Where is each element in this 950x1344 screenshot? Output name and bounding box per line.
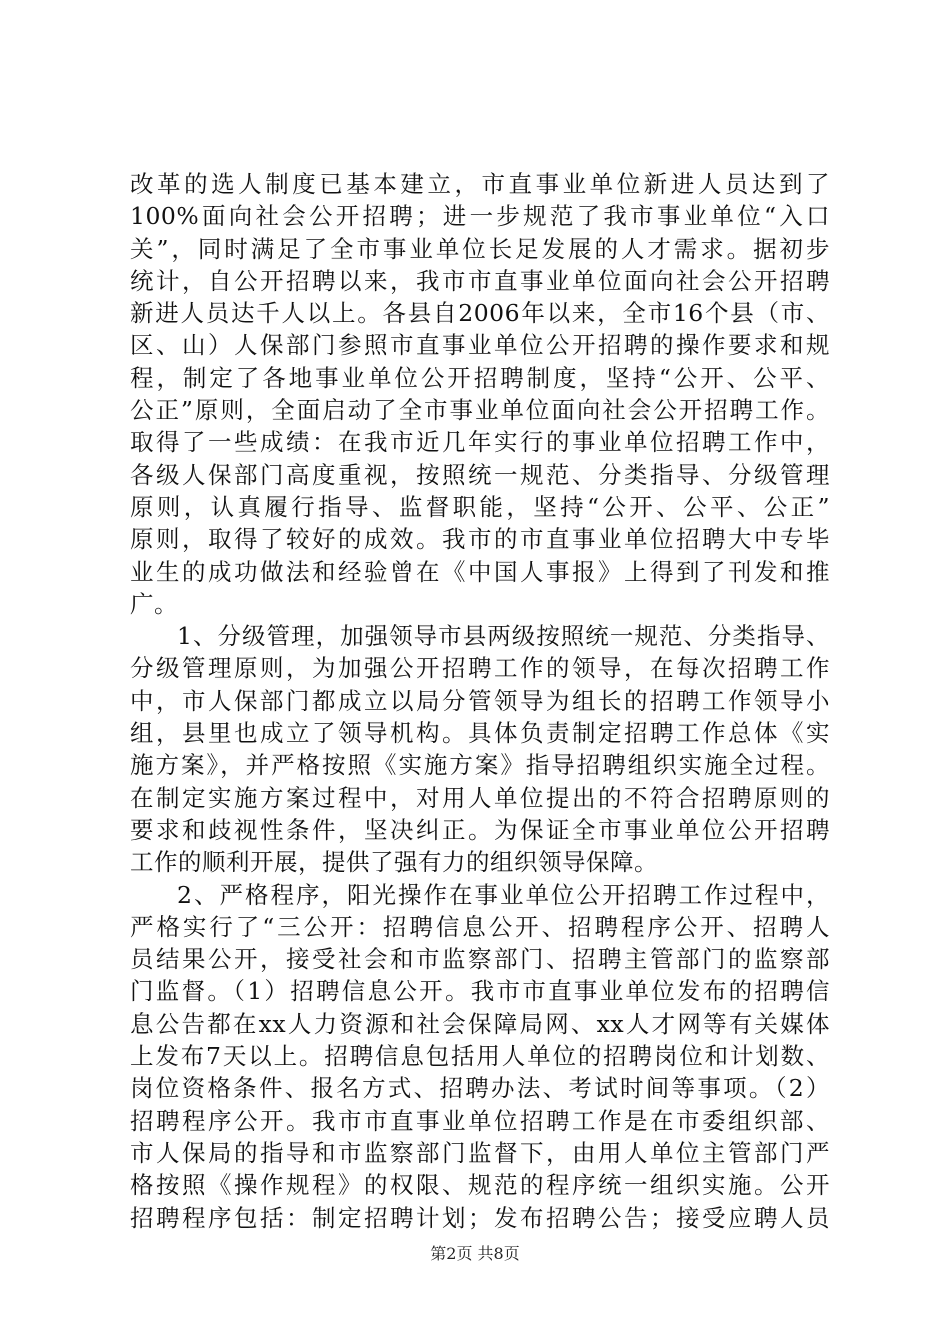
text-line: 员结果公开，接受社会和市监察部门、招聘主管部门的监察部 xyxy=(130,945,830,974)
text-line: 门监督。（1）招聘信息公开。我市市直事业单位发布的招聘信 xyxy=(130,977,830,1006)
text-line: 100%面向社会公开招聘；进一步规范了我市事业单位“入口 xyxy=(130,202,830,231)
text-line: 中，市人保部门都成立以局分管领导为组长的招聘工作领导小 xyxy=(130,686,830,715)
text-line: 2、严格程序，阳光操作在事业单位公开招聘工作过程中， xyxy=(177,880,830,909)
text-line: 1、分级管理，加强领导市县两级按照统一规范、分类指导、 xyxy=(177,622,830,651)
text-line: 市人保局的指导和市监察部门监督下，由用人单位主管部门严 xyxy=(130,1138,830,1167)
text-line: 改革的选人制度已基本建立，市直事业单位新进人员达到了 xyxy=(130,170,830,198)
text-line: 招聘程序公开。我市市直事业单位招聘工作是在市委组织部、 xyxy=(130,1106,830,1135)
text-line: 工作的顺利开展，提供了强有力的组织领导保障。 xyxy=(130,848,658,877)
text-line: 组，县里也成立了领导机构。具体负责制定招聘工作总体《实 xyxy=(130,719,830,748)
text-line: 业生的成功做法和经验曾在《中国人事报》上得到了刊发和推 xyxy=(130,557,830,586)
text-line: 新进人员达千人以上。各县自2006年以来，全市16个县（市、 xyxy=(130,299,830,328)
text-line: 程，制定了各地事业单位公开招聘制度，坚持“公开、公平、 xyxy=(130,363,830,392)
text-line: 在制定实施方案过程中，对用人单位提出的不符合招聘原则的 xyxy=(130,783,830,812)
text-line: 息公告都在xx人力资源和社会保障局网、xx人才网等有关媒体 xyxy=(130,1009,830,1038)
text-line: 各级人保部门高度重视，按照统一规范、分类指导、分级管理 xyxy=(130,460,830,489)
text-line: 原则，认真履行指导、监督职能，坚持“公开、公平、公正” xyxy=(130,492,830,521)
text-line: 严格实行了“三公开：招聘信息公开、招聘程序公开、招聘人 xyxy=(130,912,830,941)
text-line: 上发布7天以上。招聘信息包括用人单位的招聘岗位和计划数、 xyxy=(130,1042,830,1071)
text-line: 招聘程序包括：制定招聘计划；发布招聘公告；接受应聘人员 xyxy=(130,1203,830,1232)
text-line: 格按照《操作规程》的权限、规范的程序统一组织实施。公开 xyxy=(130,1171,830,1200)
page-footer: 第2页 共8页 xyxy=(430,1244,520,1263)
text-line: 区、山）人保部门参照市直事业单位公开招聘的操作要求和规 xyxy=(130,331,830,360)
text-line: 原则，取得了较好的成效。我市的市直事业单位招聘大中专毕 xyxy=(130,525,830,554)
text-line: 施方案》，并严格按照《实施方案》指导招聘组织实施全过程。 xyxy=(130,751,830,780)
text-line: 关”，同时满足了全市事业单位长足发展的人才需求。据初步 xyxy=(130,234,830,263)
text-line: 取得了一些成绩：在我市近几年实行的事业单位招聘工作中， xyxy=(130,428,830,457)
document-body xyxy=(130,168,830,1234)
text-line: 岗位资格条件、报名方式、招聘办法、考试时间等事项。（2） xyxy=(130,1074,830,1103)
text-line: 广。 xyxy=(130,589,178,618)
text-line: 要求和歧视性条件，坚决纠正。为保证全市事业单位公开招聘 xyxy=(130,815,830,844)
text-line: 分级管理原则，为加强公开招聘工作的领导，在每次招聘工作 xyxy=(130,654,830,683)
text-line: 统计，自公开招聘以来，我市市直事业单位面向社会公开招聘 xyxy=(130,266,830,295)
text-line: 公正”原则，全面启动了全市事业单位面向社会公开招聘工作。 xyxy=(130,396,830,425)
